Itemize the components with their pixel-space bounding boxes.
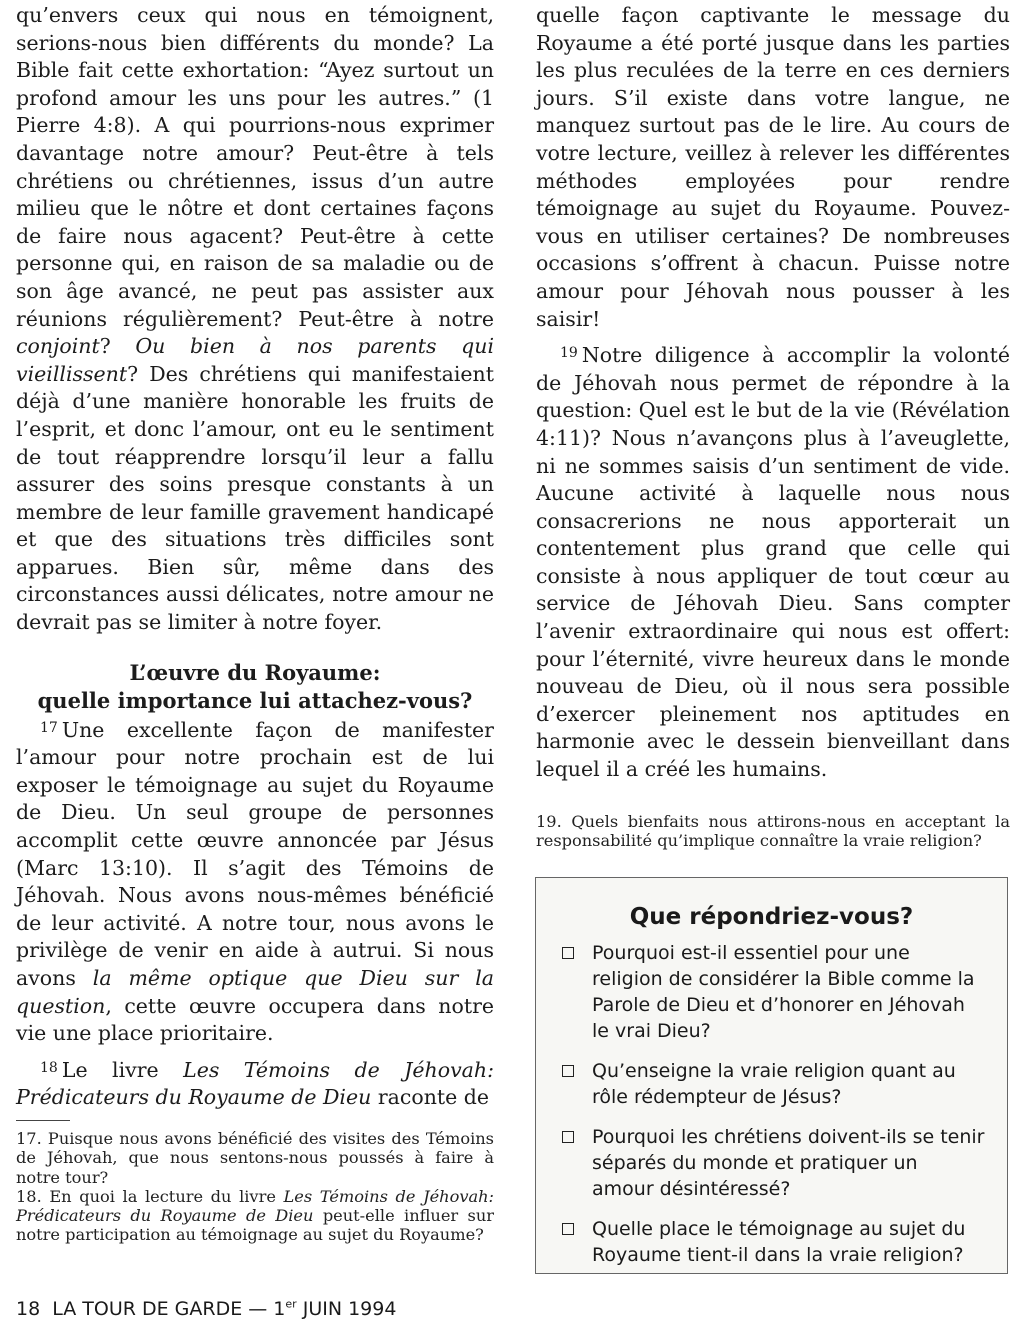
subheading-line-1: L’œuvre du Royaume: [129, 659, 381, 685]
review-question-text: Qu’enseigne la vraie religion quant au rôle rédempteur de Jésus? [592, 1060, 956, 1108]
paragraph-18 [16, 1055, 494, 1112]
issue-date [273, 1298, 402, 1320]
text-run: 18. En quoi la lecture du livre [16, 1186, 276, 1206]
publication-name: LA TOUR DE GARDE — [52, 1298, 268, 1321]
review-question-text: Pourquoi est-il essentiel pour une religion de considérer la Bible comme la Parole de Dieu et d’honorer en Jéhovah le vrai Dieu? [592, 942, 975, 1042]
issue-day: 1 [273, 1298, 286, 1321]
paragraph-number: 19 [560, 345, 578, 362]
checkbox-icon [562, 947, 574, 959]
text-run: ? Des chrétiens qui manifestaient déjà d’une manière honorable les fruits de l’esprit, et donc l’amour, ont eu le sentiment de tout réapprendre lorsqu’il leur a fallu assurer des soins presque constants à un membre de leur famille gravement handicapé et que des situations très difficiles sont apparues. Bien sûr, même dans des circonstances aussi délicates, notre amour ne devrait pas se limiter à notre foyer. [16, 361, 494, 635]
italic-text: Les Témoins de Jéhovah: Prédicateurs du Royaume de Dieu [16, 1186, 494, 1226]
issue-day-suffix: er [285, 1298, 297, 1311]
paragraph-19 [536, 340, 1010, 784]
paragraph-17 [16, 715, 494, 1048]
paragraph-number: 18 [40, 1059, 58, 1076]
review-question-item [562, 1216, 985, 1268]
footnote-divider [16, 1120, 70, 1121]
italic-text: Ou bien à nos parents qui vieillissent [16, 334, 494, 386]
paragraph-18-continuation: quelle façon captivante le message du Royaume a été porté jusque dans les parties les plus reculées de la terre en ces derniers jours. S’il existe dans votre langue, ne manquez surtout pas de le lire. Au cours de votre lecture, veillez à relever les différentes méthodes employées pour rendre témoignage au sujet du Royaume. Pouvez-vous en utiliser certaines? De nombreuses occasions s’offrent à chacun. Puisse notre amour pour Jéhovah nous pousser à les saisir! [536, 3, 1010, 331]
text-run: raconte de [377, 1085, 490, 1110]
review-question-text: Pourquoi les chrétiens doivent-ils se tenir séparés du monde et pratiquer un amour désintéressé? [592, 1126, 985, 1200]
review-box [535, 877, 1008, 1274]
page-number: 18 [16, 1298, 41, 1321]
text-run: qu’envers ceux qui nous en témoignent, serions-nous bien différents du monde? La Bible fait cette exhortation: “Ayez surtout un profond amour les uns pour les autres.” (1 Pierre 4:8). A qui pourrions-nous exprimer davantage notre amour? Peut-être à tels chrétiens ou chrétiennes, issus d’un autre milieu que le nôtre et dont certaines façons de faire nous agacent? Peut-être à cette personne qui, en raison de sa maladie ou de son âge avancé, ne peut pas assister aux réunions régulièrement? Peut-être à notre [16, 3, 494, 331]
study-question-18 [16, 1187, 494, 1245]
review-question-item [562, 1058, 985, 1110]
review-box-title: Que répondriez-vous? [629, 904, 914, 930]
review-question-item [562, 1124, 985, 1202]
page-footer [16, 1298, 408, 1320]
study-questions-right [536, 812, 1010, 851]
paragraph-number: 17 [40, 719, 58, 736]
study-question-17: 17. Puisque nous avons bénéficié des visites des Témoins de Jéhovah, que nous sentons-nous poussés à faire à notre tour? [16, 1128, 494, 1187]
section-subheading [16, 659, 494, 715]
checkbox-icon [562, 1131, 574, 1143]
italic-text: conjoint [16, 334, 100, 359]
text-run: Une excellente façon de manifester l’amour pour notre prochain est de lui exposer le témoignage au sujet du Royaume de Dieu. Un seul groupe de personnes accomplit cette œuvre annoncée par Jésus (Marc 13:10). Il s’agit des Témoins de Jéhovah. Nous avons nous-mêmes bénéficié de leur activité. A notre tour, nous avons le privilège de venir en aide à autrui. Si nous avons [16, 717, 494, 990]
text-run: peut-elle influer sur notre participation au témoignage au sujet du Royaume? [16, 1206, 495, 1245]
text-run: , cette œuvre occupera dans notre vie une place prioritaire. [16, 993, 494, 1046]
review-question-text: Quelle place le témoignage au sujet du Royaume tient-il dans la vraie religion? [592, 1218, 966, 1266]
text-run: Notre diligence à accomplir la volonté de Jéhovah nous permet de répondre à la question: Quel est le but de la vie (Révélation 4:11)? Nous n’avançons plus à l’aveuglette, ni ne sommes saisis d’un sentiment de vide. Aucune activité à laquelle nous nous consacrerions ne nous apporterait un contentement plus grand que celle qui consiste à nous appliquer de tout cœur au service de Jéhovah Dieu. Sans compter l’avenir extraordinaire qui nous est offert: pour l’éternité, vivre heureux dans le monde nouveau de Dieu, où il nous sera possible d’exercer pleinement nos aptitudes en harmonie avec le dessein bienveillant dans lequel il a créé les humains. [536, 343, 1010, 782]
left-column [16, 2, 494, 1245]
checkbox-icon [562, 1223, 574, 1235]
text-run: ? [99, 334, 136, 359]
review-question-list [536, 940, 1007, 1268]
italic-text: la même optique que Dieu sur la question [16, 966, 494, 1018]
subheading-line-2: quelle importance lui attachez-vous? [37, 687, 473, 713]
right-column [536, 2, 1010, 850]
text-run: Le livre [61, 1057, 159, 1082]
issue-month-year: JUIN 1994 [302, 1298, 397, 1321]
checkbox-icon [562, 1065, 574, 1077]
study-questions-left [16, 1129, 494, 1245]
italic-text: Les Témoins de Jéhovah: Prédicateurs du Royaume de Dieu [16, 1057, 494, 1110]
review-question-item [562, 940, 985, 1044]
study-question-19: 19. Quels bienfaits nous attirons-nous en acceptant la responsabilité qu’implique connaître la vraie religion? [536, 811, 1010, 850]
paragraph-16 [16, 2, 494, 637]
